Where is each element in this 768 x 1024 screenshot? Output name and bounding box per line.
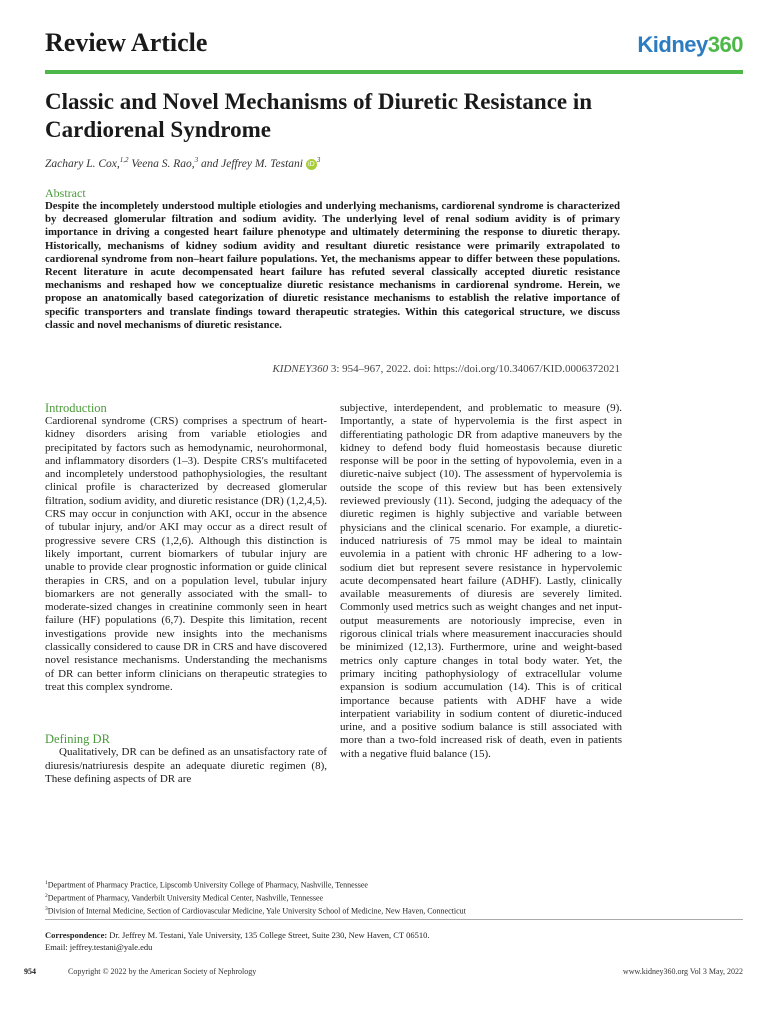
- right-column-paragraph: subjective, interdependent, and problematic to measure (9). Importantly, a state of hypervolemia is the first aspect in differentiating pathologic DR from adaptive maneuvers by the kidney to defend body fluid homeostasis because diuretic response will be poor in the setting of hypovolemia, even in a diuretic-naive subject (10). The assessment of hypervolemia is outside the scope of this review but has been extensively reviewed previously (11). Second, judging the adequacy of the diuretic regimen is highly subjective and variable between physicians and the clinical scenario. For example, a diuretic-induced natriuresis of 75 mmol may be ideal to maintain euvolemia in a patient with chronic HF adhering to a low-sodium diet but represent severe resistance in hypervolemic acute decompensated heart failure (ADHF). Lastly, clinically available measurements of diuresis are severely limited. Commonly used metrics such as weight changes and net input-output measurements are notoriously imprecise, even in rigorous clinical trials where measurement inaccuracies should be minimized (12,13). Furthermore, urine and weight-based metrics only capture changes in total body water. Yet, the primary inciting pathophysiology of extracellular volume expansion is sodium accumulation (14). This is of critical importance because patients with ADHF have a wide interpatient variability in sodium content of diuretic-induced urine, and a positive sodium balance is still associated with more than a two-fold increased risk of death, even in patients with a negative fluid balance (15).: [340, 402, 622, 760]
- author-name: and Jeffrey M. Testani: [200, 157, 303, 170]
- affiliation-item: [45, 878, 745, 891]
- citation-line: [272, 363, 620, 375]
- correspondence: [45, 930, 695, 953]
- header-rule: [45, 70, 743, 74]
- defining-dr-paragraph: Qualitatively, DR can be defined as an unsatisfactory rate of diuresis/natriuresis despite an adequate diuretic regimen (8), These defining aspects of DR are: [45, 746, 327, 785]
- affiliation-sup: 2: [45, 893, 48, 900]
- right-column: [340, 402, 622, 761]
- affiliations: [45, 878, 745, 917]
- logo-text-kidney: Kidney: [637, 32, 708, 57]
- logo-text-360: 360: [707, 32, 743, 57]
- affiliation-text: Division of Internal Medicine, Section of Cardiovascular Medicine, Yale University School of Medicine, New Haven, Connecticut: [47, 906, 466, 916]
- correspondence-email[interactable]: Email: jeffrey.testani@yale.edu: [45, 941, 153, 952]
- page-number: 954: [24, 967, 36, 976]
- abstract-heading: Abstract: [45, 186, 86, 200]
- abstract-text: Despite the incompletely understood multiple etiologies and underlying mechanisms, cardiorenal syndrome is characterized by decreased glomerular filtration and sodium avidity. The underlying level of renal sodium avidity is of primary importance in driving a congested heart failure phenotype and ultimately determining the response to diuretic therapy. Historically, mechanisms of kidney sodium avidity and resultant diuretic resistance were primarily extrapolated to cardiorenal syndrome from non–heart failure populations. Yet, the mechanisms appear to differ between these populations. Recent literature in acute decompensated heart failure has refuted several classically accepted diuretic resistance mechanisms and reshaped how we conceptualize diuretic resistance mechanisms in cardiorenal syndrome. Herein, we propose an anatomically based categorization of diuretic resistance mechanisms to establish the relative importance of specific transporters and translate findings toward therapeutic strategies. Within this categorical structure, we discuss classic and novel mechanisms of diuretic resistance.: [45, 200, 620, 331]
- journal-logo: [637, 32, 743, 58]
- affiliation-text: Department of Pharmacy, Vanderbilt University Medical Center, Nashville, Tennessee: [47, 893, 324, 903]
- article-title: Classic and Novel Mechanisms of Diuretic Resistance in Cardiorenal Syndrome: [45, 89, 593, 142]
- section-heading-introduction: Introduction: [45, 401, 107, 415]
- copyright-notice: Copyright © 2022 by the American Society of Nephrology: [68, 967, 257, 976]
- affiliation-sup: 3: [45, 906, 48, 913]
- correspondence-text: Dr. Jeffrey M. Testani, Yale University, 135 College Street, Suite 230, New Haven, CT 06510.: [107, 930, 430, 940]
- author-name: Zachary L. Cox,: [45, 157, 120, 170]
- author-list: [45, 156, 320, 170]
- affiliation-sup: 1: [45, 880, 48, 886]
- affiliation-item: [45, 904, 745, 917]
- author-affil-sup: 3: [194, 156, 199, 164]
- left-column: [45, 401, 327, 786]
- citation-journal: KIDNEY360: [272, 363, 329, 375]
- article-type-label: Review Article: [45, 28, 208, 57]
- journal-url-issue[interactable]: www.kidney360.org Vol 3 May, 2022: [622, 967, 743, 976]
- section-heading-defining-dr: Defining DR: [45, 732, 110, 747]
- author-affil-sup: 1,2: [119, 156, 129, 164]
- introduction-paragraph: Cardiorenal syndrome (CRS) comprises a spectrum of heart-kidney disorders arising from variable etiologies and precipitated by factors such as hemodynamic, neurohormonal, and inflammatory disorders (1–3). Despite CRS's multifaceted and incompletely understood pathophysiologies, the resultant clinical profile is characterized by decreased glomerular filtration, sodium avidity, and diuretic resistance (DR) (1,2,4,5). CRS may occur in conjunction with AKI, occur in the absence of tubular injury, and/or AKI may occur as a direct result of progressive severe CRS (1,2,6). Although this distinction is likely important, current biomarkers of tubular injury are unable to provide clear prognostic information or guide clinical therapies in CRS, and on a population level, tubular injury biomarkers are not generally associated with the small- to moderate-sized changes in creatinine commonly seen in heart failure (HF) populations (6,7). Despite this limitation, recent investigations provide new insights into the mechanisms classically considered to cause DR in CRS and have discovered novel resistance mechanisms. Understanding the mechanisms of DR can better inform clinicians on therapeutic strategies to treat this complex syndrome.: [45, 415, 327, 693]
- author-name: Veena S. Rao,: [131, 157, 195, 170]
- footnote-divider: [45, 919, 743, 920]
- citation-doi[interactable]: 3: 954–967, 2022. doi: https://doi.org/10.34067/KID.0006372021: [328, 363, 620, 375]
- affiliation-item: [45, 891, 745, 904]
- author-affil-sup: 3: [316, 156, 321, 164]
- orcid-icon[interactable]: iD: [306, 159, 317, 170]
- affiliation-text: Department of Pharmacy Practice, Lipscomb University College of Pharmacy, Nashville, Tennessee: [47, 880, 368, 890]
- correspondence-label: Correspondence:: [45, 930, 108, 940]
